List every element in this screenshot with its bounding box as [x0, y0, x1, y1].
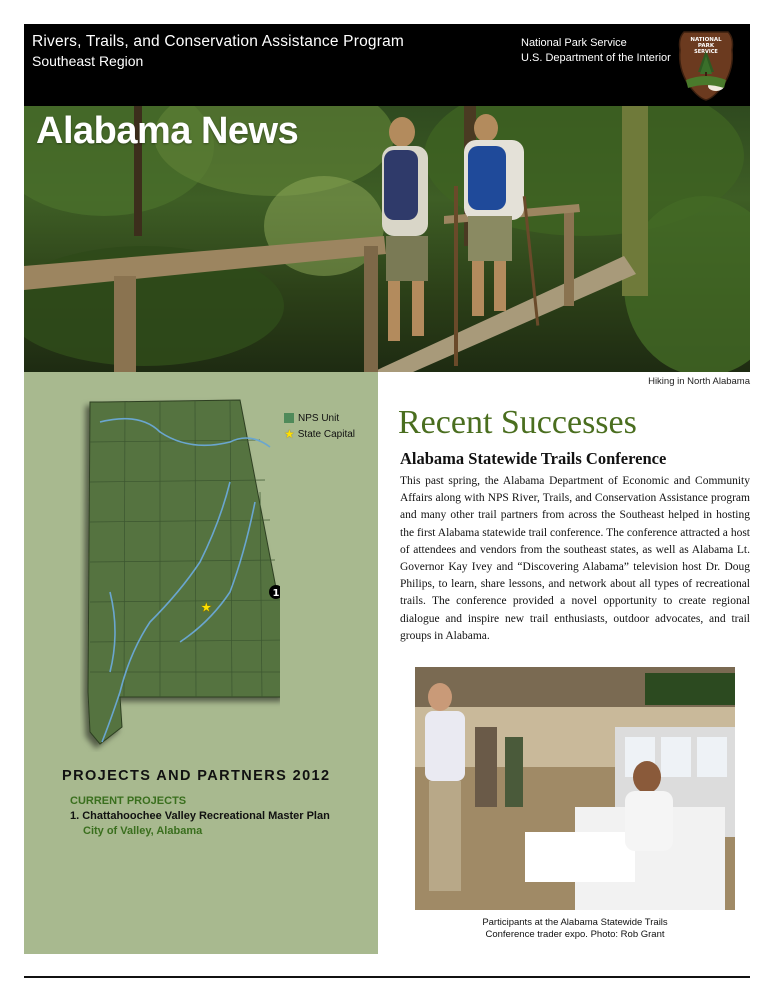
- current-projects-label: CURRENT PROJECTS: [70, 795, 187, 807]
- hero-photo: [24, 106, 750, 372]
- nps-arrowhead-logo: [676, 28, 736, 102]
- star-icon: ★: [284, 427, 295, 441]
- expo-photo-illustration: [415, 667, 735, 910]
- legend-label: State Capital: [297, 428, 356, 440]
- state-capital-star: ★: [200, 599, 213, 615]
- square-icon: [284, 413, 294, 423]
- program-name: Rivers, Trails, and Conservation Assistance Program: [32, 33, 405, 50]
- state-outline: [88, 400, 280, 744]
- bottom-rule: [24, 976, 750, 978]
- newsletter-title: Alabama News: [36, 110, 299, 152]
- legend-label: NPS Unit: [298, 412, 340, 424]
- photo-caption-line-2: Conference trader expo. Photo: Rob Grant: [485, 929, 665, 940]
- alabama-map: [80, 392, 280, 752]
- logo-text-line-1: NATIONAL: [690, 37, 722, 43]
- project-location: City of Valley, Alabama: [83, 825, 203, 837]
- projects-panel: [24, 372, 378, 954]
- article-body: This past spring, the Alabama Department of Economic and Community Affairs along with NPS River, Trails, and Conservation Assistance program and many other trail partners from across the Southeast helped in hosting the first Alabama statewide trail conference. The conference attracted a host of attendees and vendors from the southeast states, as well as Alabama Lt. Governor Kay Ivey and “Discovering Alabama” television host Dr. Doug Philips, to learn, share lessons, and network about all types of recreational trails. The conference provided a novel opportunity to create regional dialogue and inspire new trail enthusiasts, outdoor advocates, and trail groups in Alabama.: [400, 475, 750, 642]
- photo-caption: [415, 917, 735, 941]
- expo-photo: [415, 667, 735, 910]
- map-legend: [284, 410, 355, 442]
- project-marker-label: 1: [272, 588, 280, 599]
- projects-heading: PROJECTS AND PARTNERS 2012: [62, 768, 331, 784]
- legend-nps-unit: [284, 410, 355, 426]
- agency-line-2: U.S. Department of the Interior: [521, 52, 671, 64]
- agency-block: [521, 36, 671, 66]
- agency-line-1: National Park Service: [521, 37, 627, 49]
- header-band: [24, 24, 750, 106]
- logo-text-line-2: PARK: [697, 43, 715, 49]
- section-title: Recent Successes: [398, 404, 637, 441]
- photo-caption-line-1: Participants at the Alabama Statewide Trails: [482, 917, 668, 928]
- project-name: 1. Chattahoochee Valley Recreational Master Plan: [70, 810, 330, 822]
- hero-caption: Hiking in North Alabama: [648, 376, 750, 387]
- legend-state-capital: [284, 426, 355, 442]
- logo-text-line-3: SERVICE: [694, 49, 718, 55]
- region-name: Southeast Region: [32, 53, 144, 69]
- article-title: Alabama Statewide Trails Conference: [400, 449, 667, 468]
